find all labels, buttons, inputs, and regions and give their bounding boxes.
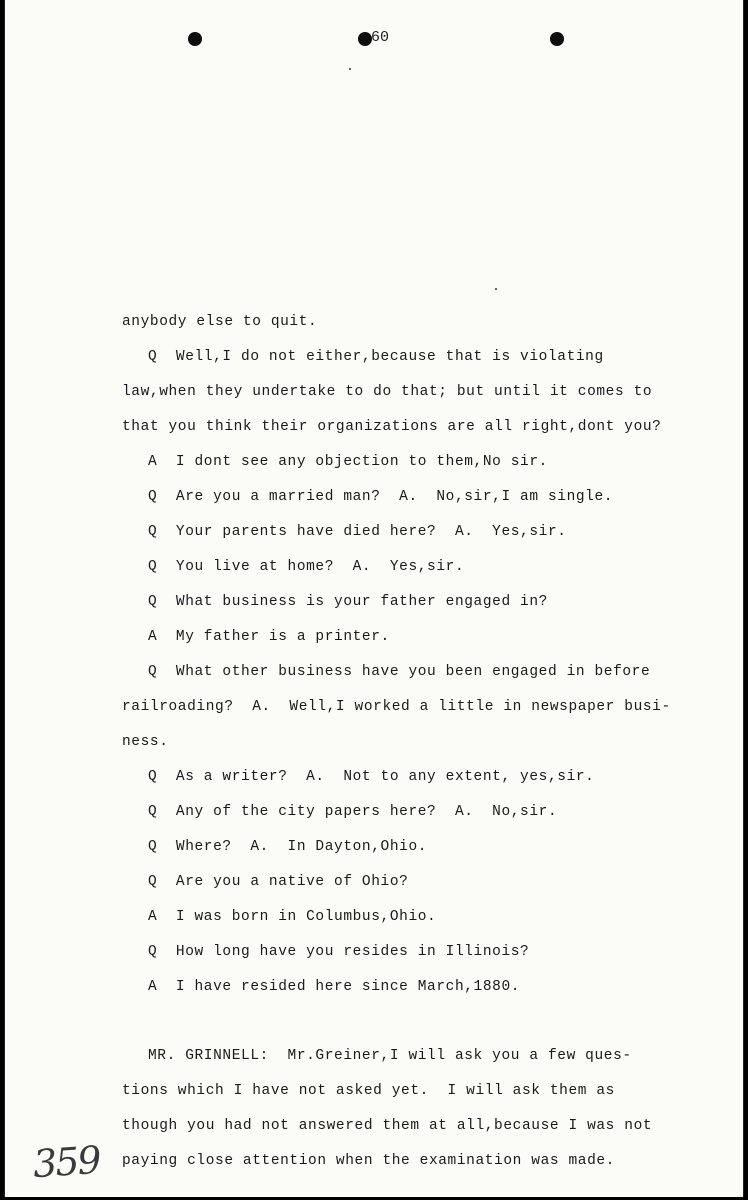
transcript-line: A I dont see any objection to them,No sir. <box>148 454 548 470</box>
transcript-line: Q Any of the city papers here? A. No,sir. <box>148 804 558 820</box>
document-page <box>4 0 744 1197</box>
speck <box>495 288 497 290</box>
transcript-line: Q How long have you resides in Illinois? <box>148 944 530 960</box>
transcript-line: Q Your parents have died here? A. Yes,sir. <box>148 524 567 540</box>
transcript-line: anybody else to quit. <box>122 314 318 330</box>
transcript-line: Q What other business have you been engaged in before <box>148 664 651 680</box>
transcript-line: Q You live at home? A. Yes,sir. <box>148 559 465 575</box>
handwritten-page-number: 359 <box>31 1137 101 1187</box>
transcript-line: Q As a writer? A. Not to any extent, yes,sir. <box>148 769 595 785</box>
transcript-line: tions which I have not asked yet. I will ask them as <box>122 1083 615 1099</box>
transcript-line: MR. GRINNELL: Mr.Greiner,I will ask you a few ques- <box>148 1048 632 1064</box>
punch-hole-right <box>550 32 564 46</box>
transcript-line: A My father is a printer. <box>148 629 390 645</box>
transcript-line: though you had not answered them at all,because I was not <box>122 1118 653 1134</box>
transcript-line: that you think their organizations are all right,dont you? <box>122 419 662 435</box>
transcript-line: paying close attention when the examination was made. <box>122 1153 615 1169</box>
punch-hole-left <box>188 32 202 46</box>
transcript-line: Q What business is your father engaged in? <box>148 594 548 610</box>
transcript-line: A I have resided here since March,1880. <box>148 979 521 995</box>
page-number: 60 <box>371 29 390 46</box>
speck <box>349 68 351 70</box>
transcript-line: Q Where? A. In Dayton,Ohio. <box>148 839 428 855</box>
transcript-line: law,when they undertake to do that; but until it comes to <box>122 384 653 400</box>
transcript-line: railroading? A. Well,I worked a little in newspaper busi- <box>122 699 671 715</box>
transcript-line: A I was born in Columbus,Ohio. <box>148 909 437 925</box>
transcript-line: Q Are you a married man? A. No,sir,I am single. <box>148 489 614 505</box>
punch-hole-center <box>358 32 372 46</box>
transcript-line: Q Are you a native of Ohio? <box>148 874 409 890</box>
transcript-line: ness. <box>122 734 169 750</box>
transcript-line: Q Well,I do not either,because that is violating <box>148 349 604 365</box>
